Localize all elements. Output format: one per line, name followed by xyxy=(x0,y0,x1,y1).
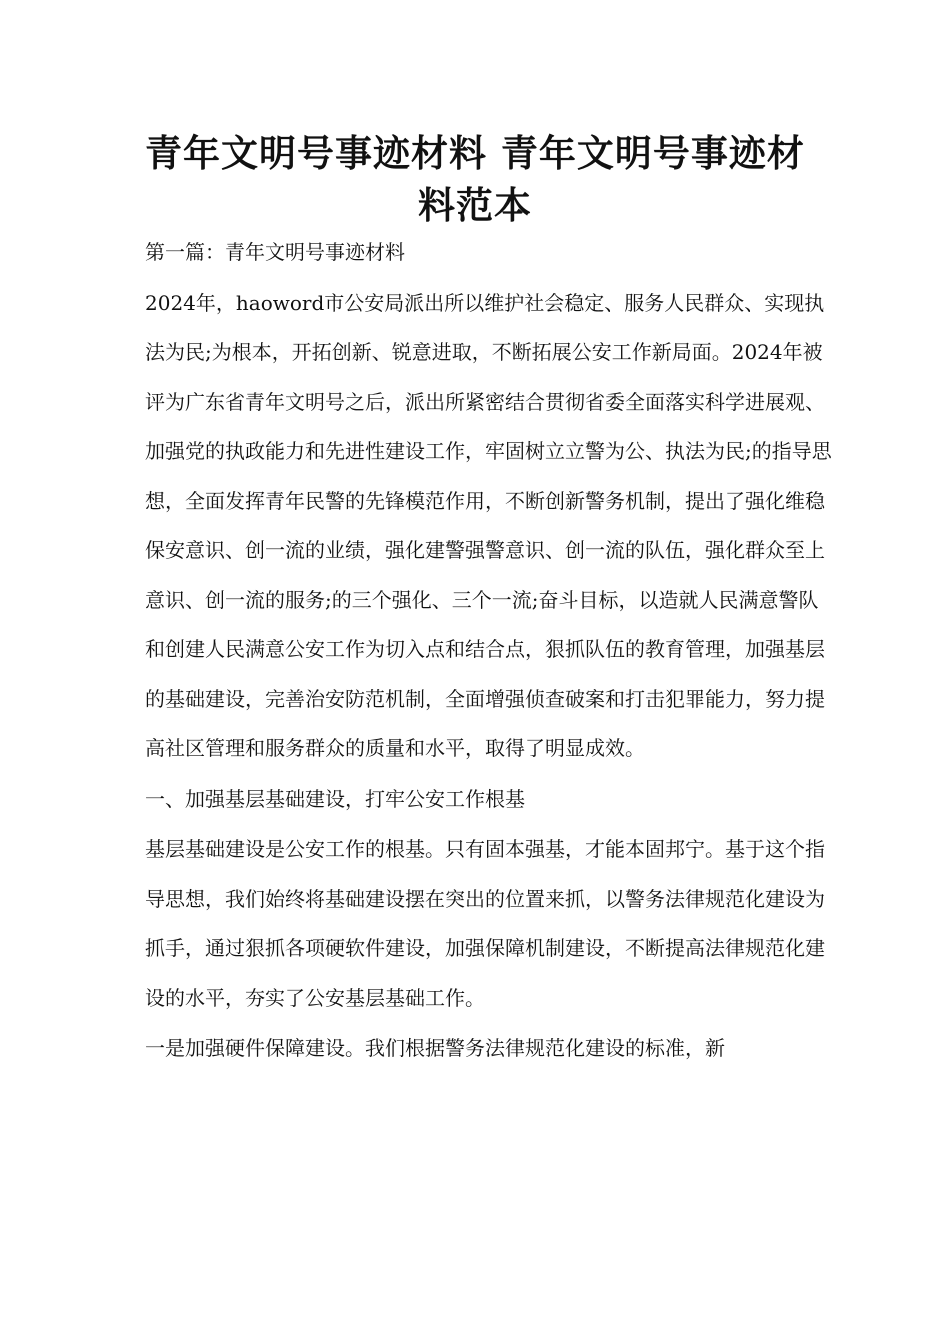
body-paragraph: 基层基础建设是公安工作的根基。只有固本强基，才能本固邦宁。基于这个指导思想，我们始终将基础建设摆在突出的位置来抓，以警务法律规范化建设为抓手，通过狠抓各项硬软件建设，加强保障机制建设，不断提高法律规范化建设的水平，夯实了公安基层基础工作。 xyxy=(145,837,825,1010)
body-paragraph: 2024年，haoword市公安局派出所以维护社会稳定、服务人民群众、实现执法为民;为根本，开拓创新、锐意进取，不断拓展公安工作新局面。2024年被评为广东省青年文明号之后，派出所紧密结合贯彻省委全面落实科学进展观、加强党的执政能力和先进性建设工作，牢固树立立警为公、执法为民;的指导思想，全面发挥青年民警的先锋模范作用，不断创新警务机制，提出了强化维稳保安意识、创一流的业绩，强化建警强警意识、创一流的队伍，强化群众至上意识、创一流的服务;的三个强化、三个一流;奋斗目标，以造就人民满意警队和创建人民满意公安工作为切入点和结合点，狠抓队伍的教育管理，加强基层的基础建设，完善治安防范机制，全面增强侦查破案和打击犯罪能力，努力提高社区管理和服务群众的质量和水平，取得了明显成效。 xyxy=(145,290,832,760)
document-body xyxy=(145,228,835,1074)
section-heading: 第一篇：青年文明号事迹材料 xyxy=(145,240,405,264)
document-title: 青年文明号事迹材料 青年文明号事迹材料范本 xyxy=(145,132,805,227)
section-heading: 一、加强基层基础建设，打牢公安工作根基 xyxy=(145,786,525,811)
body-paragraph: 一是加强硬件保障建设。我们根据警务法律规范化建设的标准，新 xyxy=(145,1036,725,1060)
